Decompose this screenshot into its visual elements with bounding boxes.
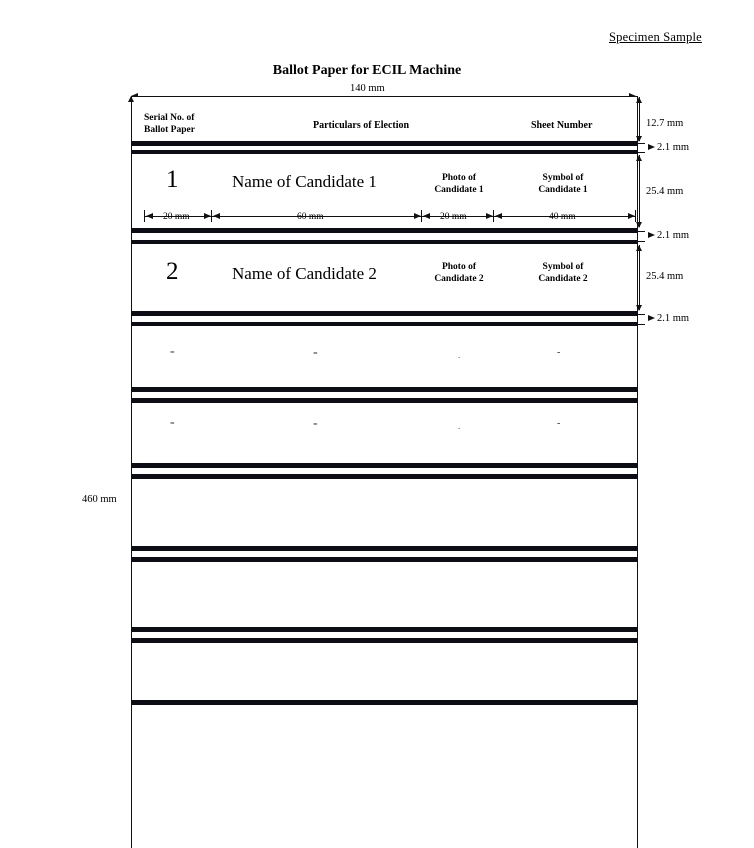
dim-gap3-tick-top	[636, 314, 645, 315]
dim-gap-2: 2.1 mm	[657, 230, 690, 241]
dim-row2-height-line	[639, 245, 640, 310]
dim-total-width: 140 mm	[350, 83, 385, 94]
candidate-1-serial: 1	[166, 166, 179, 193]
dim-col-tick-4	[635, 210, 636, 222]
dim-col-photo-arrow-left	[423, 213, 430, 219]
dim-col-symbol-arrow-left	[495, 213, 502, 219]
candidate-2-photo-line1: Photo of	[441, 262, 477, 272]
blank-row-2-name: -	[313, 416, 318, 431]
separator-gap-2-bottom	[131, 240, 638, 244]
dim-row2-arrow-down	[636, 305, 642, 311]
blank-row-2-symbol: -	[557, 418, 561, 429]
dim-col-tick-1	[211, 210, 212, 222]
candidate-1-symbol	[524, 173, 602, 197]
header-particulars-of-election: Particulars of Election	[313, 120, 410, 131]
dim-col-particulars-arrow-right	[414, 213, 421, 219]
candidate-2-serial: 2	[166, 258, 179, 285]
candidate-2-photo	[424, 262, 494, 286]
dim-col-serial-arrow-left	[146, 213, 153, 219]
candidate-2-symbol	[524, 262, 602, 286]
dim-col-particulars: 60 mm	[297, 212, 324, 222]
dim-col-photo-arrow-right	[486, 213, 493, 219]
blank-row-2-photo: .	[458, 421, 461, 431]
dim-gap-3: 2.1 mm	[657, 313, 690, 324]
dim-row1-height-line	[639, 155, 640, 227]
header-serial-line2: Ballot Paper	[144, 124, 195, 135]
header-serial-line1: Serial No. of	[144, 113, 195, 123]
separator-blank-row-4-bottom	[131, 638, 638, 643]
dim-gap3-arrow	[648, 315, 655, 321]
candidate-1-symbol-line1: Symbol of	[542, 173, 584, 183]
page-title	[0, 63, 754, 79]
candidate-1-name: Name of Candidate 1	[232, 172, 377, 191]
dim-col-serial: 20 mm	[163, 212, 190, 222]
blank-row-1-symbol: -	[557, 347, 561, 358]
dim-gap2-tick-bottom	[636, 241, 645, 242]
dim-header-height-arrow-down	[636, 136, 642, 142]
separator-blank-row-3	[131, 546, 638, 551]
dim-col-photo: 20 mm	[440, 212, 467, 222]
dim-total-height-line	[131, 96, 132, 848]
dim-total-height-arrow-up	[128, 96, 134, 102]
dim-col-particulars-arrow-left	[213, 213, 220, 219]
separator-after-candidate-1	[131, 228, 638, 233]
dim-header-height-arrow-up	[636, 97, 642, 103]
specimen-sample-note: Specimen Sample	[609, 30, 702, 44]
blank-row-1-serial: -	[170, 344, 175, 359]
header-sheet-number: Sheet Number	[531, 120, 593, 131]
dim-row1-arrow-down	[636, 222, 642, 228]
dim-total-height: 460 mm	[82, 494, 117, 505]
separator-blank-row-4	[131, 627, 638, 632]
dim-gap2-arrow	[648, 232, 655, 238]
candidate-1-photo-line2: Candidate 1	[434, 184, 484, 195]
separator-blank-row-3-bottom	[131, 557, 638, 562]
candidate-2-photo-line2: Candidate 2	[434, 273, 484, 284]
blank-row-2-serial: -	[170, 415, 175, 430]
separator-blank-row-2	[131, 463, 638, 468]
separator-after-header	[131, 141, 638, 146]
candidate-2-symbol-line2: Candidate 2	[538, 273, 588, 284]
blank-row-1-name: -	[313, 345, 318, 360]
dim-gap1-tick-bottom	[636, 152, 645, 153]
dim-gap1-arrow	[648, 144, 655, 150]
ballot-paper-box	[131, 96, 638, 848]
dim-gap2-tick-top	[636, 231, 645, 232]
page-title-text: Ballot Paper for ECIL Machine	[272, 63, 462, 78]
candidate-2-name: Name of Candidate 2	[232, 264, 377, 283]
dim-col-tick-3	[493, 210, 494, 222]
separator-gap-1-bottom	[131, 150, 638, 154]
dim-row-height-2: 25.4 mm	[646, 271, 684, 282]
dim-row-height-1: 25.4 mm	[646, 186, 684, 197]
candidate-1-symbol-line2: Candidate 1	[538, 184, 588, 195]
separator-blank-row-1	[131, 387, 638, 392]
candidate-1-photo-line1: Photo of	[441, 173, 477, 183]
separator-gap-3-bottom	[131, 322, 638, 326]
separator-blank-row-2-bottom	[131, 474, 638, 479]
dim-header-height-line	[639, 97, 640, 141]
blank-row-1-photo: .	[458, 350, 461, 360]
dim-col-tick-0	[144, 210, 145, 222]
separator-blank-row-1-bottom	[131, 398, 638, 403]
dim-col-symbol-arrow-right	[628, 213, 635, 219]
dim-row2-arrow-up	[636, 245, 642, 251]
dim-col-serial-arrow-right	[204, 213, 211, 219]
candidate-2-symbol-line1: Symbol of	[542, 262, 584, 272]
header-serial-no	[144, 113, 224, 137]
dim-col-symbol: 40 mm	[549, 212, 576, 222]
dim-header-height: 12.7 mm	[646, 118, 684, 129]
candidate-1-photo	[424, 173, 494, 197]
dim-gap-1: 2.1 mm	[657, 142, 690, 153]
separator-after-candidate-2	[131, 311, 638, 316]
dim-col-tick-2	[421, 210, 422, 222]
dim-row1-arrow-up	[636, 155, 642, 161]
dim-gap3-tick-bottom	[636, 324, 645, 325]
separator-blank-row-5	[131, 700, 638, 705]
dim-gap1-tick-top	[636, 143, 645, 144]
